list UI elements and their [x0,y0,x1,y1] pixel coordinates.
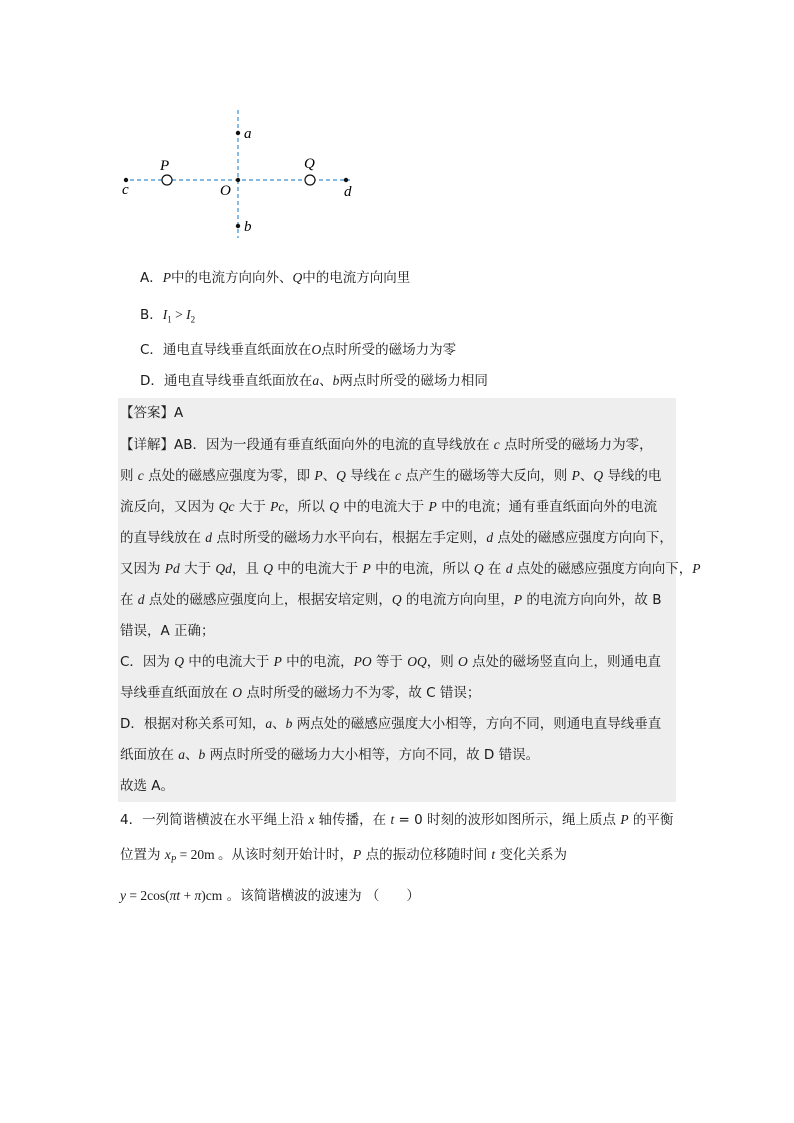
explanation-line-7: 错误，A 正确； [120,623,215,639]
explanation-line-5: 又因为 Pd 大于 Qd，且 Q 中的电流大于 P 中的电流，所以 Q 在 d 点处的磁感应强度方向向下，P [120,561,701,577]
label-b: b [244,219,252,235]
label-o: O [220,183,231,199]
point-d-dot [344,178,348,182]
explanation-line-10: D．根据对称关系可知，a、b 两点处的磁感应强度大小相等，方向不同，则通电直导线垂直 [120,716,662,732]
wire-p-circle [162,175,172,185]
explanation-line-1: 【详解】AB．因为一段通有垂直纸面向外的电流的直导线放在 c 点时所受的磁场力为零， [120,437,653,453]
label-q: Q [304,156,315,172]
explanation-line-11: 纸面放在 a、b 两点时所受的磁场力大小相等，方向不同，故 D 错误。 [120,747,540,763]
label-c: c [122,182,129,198]
explanation-line-3: 流反向，又因为 Qc 大于 Pc，所以 Q 中的电流大于 P 中的电流；通有垂直纸面向外的电流 [120,499,658,515]
explanation-line-9: 导线垂直纸面放在 O 点时所受的磁场力不为零，故 C 错误； [120,685,481,701]
conclusion-line: 故选 A。 [120,778,175,794]
answer-line: 【答案】A [120,405,184,421]
magnetic-field-diagram [110,100,370,250]
option-b: B．$I_1 > I_2$ [140,307,196,325]
explanation-line-4: 的直导线放在 d 点时所受的磁场力水平向右，根据左手定则，d 点处的磁感应强度方向向下， [120,530,673,546]
wire-q-circle [305,175,315,185]
label-a: a [244,126,252,142]
point-o-dot [236,178,240,182]
explanation-line-2: 则 c 点处的磁感应强度为零，即 P、Q 导线在 c 点产生的磁场等大反向，则 P、Q 导线的电 [120,468,662,484]
label-d: d [344,184,352,200]
question-4-line-2: 位置为 $x_P = 20m$ 。从该时刻开始计时，P 点的振动位移随时间 t 变化关系为 [120,847,567,865]
point-b-dot [236,224,240,228]
option-a: A．P中的电流方向向外、Q中的电流方向向里 [140,270,411,286]
explanation-line-6: 在 d 点处的磁感应强度向上，根据安培定则，Q 的电流方向向里，P 的电流方向向外，故 B [120,592,662,608]
question-4-line-3: y = 2cos(πt + π)cm 。该简谐横波的波速为 （ ） [120,888,420,904]
question-4-line-1: 4．一列简谐横波在水平绳上沿 x 轴传播，在 t = 0 时刻的波形如图所示，绳上质点 P 的平衡 [120,812,674,828]
option-d: D．通电直导线垂直纸面放在a、b两点时所受的磁场力相同 [140,373,488,389]
option-c: C．通电直导线垂直纸面放在O点时所受的磁场力为零 [140,342,457,358]
point-a-dot [236,131,240,135]
explanation-line-8: C．因为 Q 中的电流大于 P 中的电流，PO 等于 OQ，则 O 点处的磁场竖直向上，则通电直 [120,654,662,670]
label-p: P [160,158,170,174]
